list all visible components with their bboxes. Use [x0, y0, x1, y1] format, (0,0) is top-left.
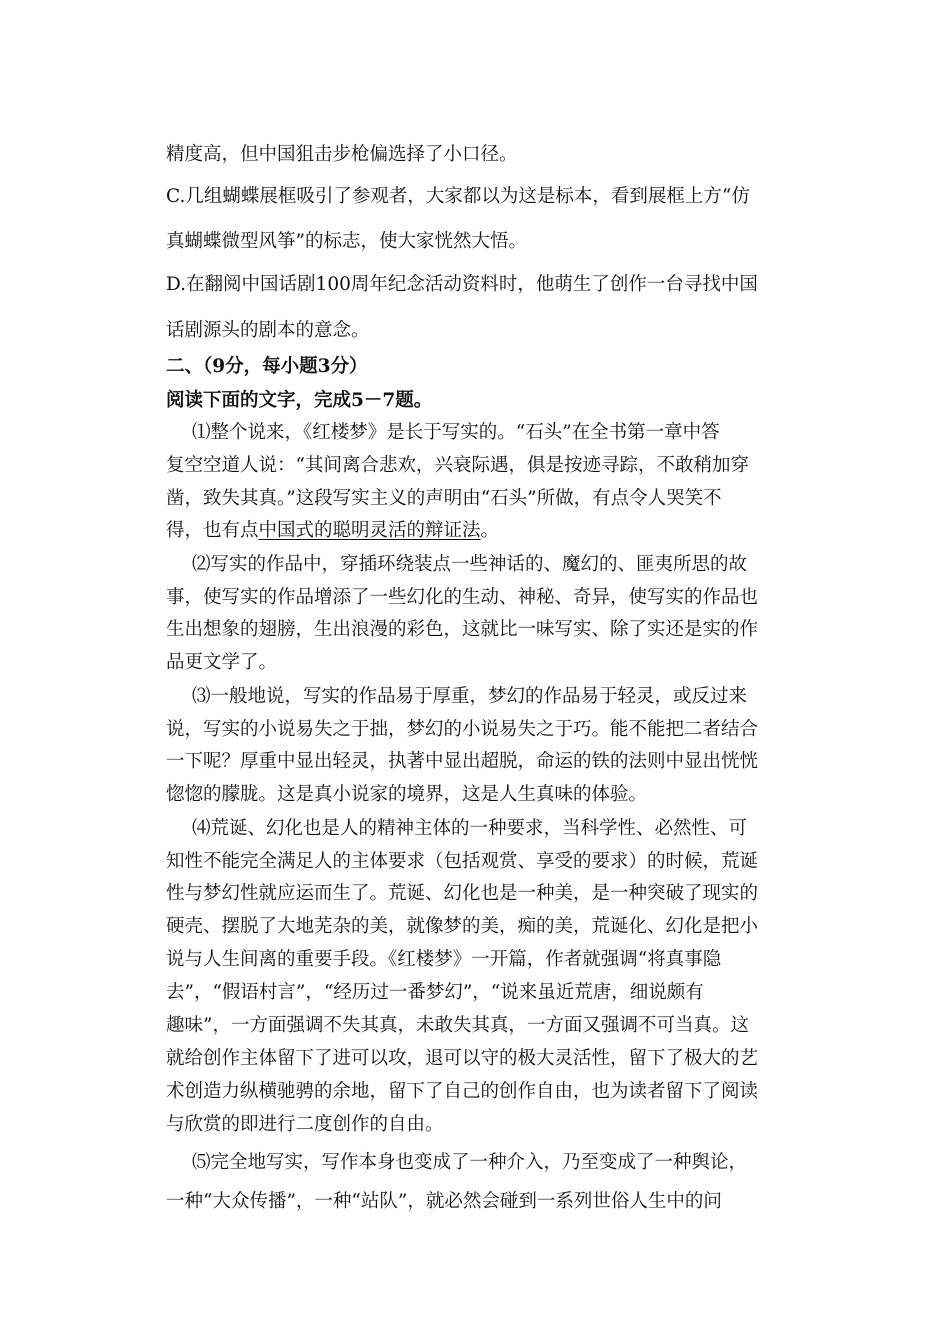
section-heading: 二、（9分，每小题3分） [166, 356, 368, 377]
passage-p4-line-4: 硬壳、摆脱了大地芜杂的美，就像梦的美，痴的美，荒诞化、幻化是把小 [166, 916, 759, 937]
passage-p4-line-3: 性与梦幻性就应运而生了。荒诞、幻化也是一种美，是一种突破了现实的 [166, 883, 759, 904]
passage-p2-line-2: 事，使写实的作品增添了一些幻化的生动、神秘、奇异，使写实的作品也 [166, 587, 759, 608]
passage-p4-line-2: 知性不能完全满足人的主体要求（包括观赏、享受的要求）的时候，荒诞 [166, 851, 759, 872]
option-c-line-1: C.几组蝴蝶展框吸引了参观者，大家都以为这是标本，看到展框上方“仿 [166, 186, 750, 207]
reading-instruction: 阅读下面的文字，完成5－7题。 [166, 390, 433, 411]
passage-p4-line-9: 术创造力纵横驰骋的余地，留下了自己的创作自由，也为读者留下了阅读 [166, 1081, 759, 1102]
passage-p2-line-1: ⑵写实的作品中，穿插环绕装点一些神话的、魔幻的、匪夷所思的故 [192, 554, 748, 575]
option-b-continuation: 精度高，但中国狙击步枪偏选择了小口径。 [166, 144, 518, 165]
passage-p1-line-4-end: 。 [480, 520, 500, 541]
passage-p3-line-1: ⑶一般地说，写实的作品易于厚重，梦幻的作品易于轻灵，或反过来 [192, 686, 748, 707]
option-c-line-2: 真蝴蝶微型风筝”的标志，使大家恍然大悟。 [166, 231, 527, 252]
passage-p1-line-4 [166, 519, 786, 543]
passage-p3-line-2: 说，写实的小说易失之于拙，梦幻的小说易失之于巧。能不能把二者结合 [166, 719, 759, 740]
passage-p4-line-8: 就给创作主体留下了进可以攻，退可以守的极大灵活性，留下了极大的艺 [166, 1048, 759, 1069]
passage-p4-line-10: 与欣赏的即进行二度创作的自由。 [166, 1114, 444, 1135]
passage-p3-line-4: 惚惚的朦胧。这是真小说家的境界，这是人生真味的体验。 [166, 784, 648, 805]
passage-p1-line-3: 凿，致失其真。”这段写实主义的声明由“石头”所做，有点令人哭笑不 [166, 488, 722, 509]
option-d-line-2: 话剧源头的剧本的意念。 [166, 320, 370, 341]
passage-p4-line-1: ⑷荒诞、幻化也是人的精神主体的一种要求，当科学性、必然性、可 [192, 818, 748, 839]
passage-p4-line-7: 趣味”，一方面强调不失其真，未敢失其真，一方面又强调不可当真。这 [166, 1015, 749, 1036]
passage-p5-line-2: 一种“大众传播”，一种“站队”，就必然会碰到一系列世俗人生中的问 [166, 1191, 722, 1212]
passage-p4-line-6: 去”，“假语村言”，“经历过一番梦幻”，“说来虽近荒唐，细说颇有 [166, 982, 704, 1003]
option-d-line-1: D.在翻阅中国话剧100周年纪念活动资料时，他萌生了创作一台寻找中国 [166, 274, 758, 295]
passage-p3-line-3: 一下呢？厚重中显出轻灵，执著中显出超脱，命运的铁的法则中显出恍恍 [166, 751, 759, 772]
underlined-phrase: 中国式的聪明灵活的辩证法 [258, 520, 481, 541]
passage-p1-line-4-start: 得，也有点 [166, 520, 259, 541]
passage-p1-line-2: 复空空道人说：“其间离合悲欢，兴衰际遇，俱是按迹寻踪，不敢稍加穿 [166, 455, 749, 476]
passage-p1-line-1: ⑴整个说来，《红楼梦》是长于写实的。“石头”在全书第一章中答 [192, 422, 720, 443]
passage-p4-line-5: 说与人生间离的重要手段。《红楼梦》一开篇，作者就强调“将真事隐 [166, 949, 722, 970]
passage-p2-line-4: 品更文学了。 [166, 652, 278, 673]
passage-p5-line-1: ⑸完全地写实，写作本身也变成了一种介入，乃至变成了一种舆论， [192, 1152, 748, 1173]
passage-p2-line-3: 生出想象的翅膀，生出浪漫的彩色，这就比一味写实、除了实还是实的作 [166, 619, 759, 640]
